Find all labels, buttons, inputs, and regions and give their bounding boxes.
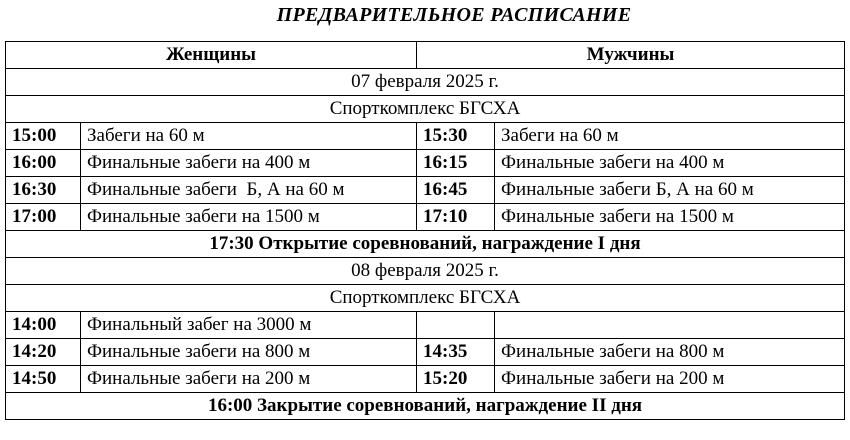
day2-ceremony-row xyxy=(6,393,845,420)
men-time xyxy=(417,312,495,339)
women-event: Финальные забеги на 400 м xyxy=(81,150,417,177)
day1-ceremony: 17:30 Открытие соревнований, награждение I дня xyxy=(6,231,845,258)
women-event: Финальные забеги на 800 м xyxy=(81,339,417,366)
table-row xyxy=(6,123,845,150)
day2-venue: Спорткомплекс БГСХА xyxy=(6,285,845,312)
women-header: Женщины xyxy=(6,42,417,69)
women-time: 15:00 xyxy=(6,123,81,150)
table-row xyxy=(6,312,845,339)
day1-ceremony-row xyxy=(6,231,845,258)
men-time: 15:20 xyxy=(417,366,495,393)
women-event: Финальные забеги Б, А на 60 м xyxy=(81,177,417,204)
day1-date-row xyxy=(6,69,845,96)
table-row xyxy=(6,150,845,177)
women-time: 17:00 xyxy=(6,204,81,231)
men-event: Финальные забеги на 400 м xyxy=(495,150,845,177)
women-time: 14:50 xyxy=(6,366,81,393)
women-event: Финальные забеги на 200 м xyxy=(81,366,417,393)
day1-venue: Спорткомплекс БГСХА xyxy=(6,96,845,123)
women-event: Финальные забеги на 1500 м xyxy=(81,204,417,231)
men-event: Финальные забеги Б, А на 60 м xyxy=(495,177,845,204)
day2-venue-row xyxy=(6,285,845,312)
day1-date: 07 февраля 2025 г. xyxy=(6,69,845,96)
men-time: 16:15 xyxy=(417,150,495,177)
day2-ceremony: 16:00 Закрытие соревнований, награждение II дня xyxy=(6,393,845,420)
women-time: 16:00 xyxy=(6,150,81,177)
day2-date: 08 февраля 2025 г. xyxy=(6,258,845,285)
women-time: 14:20 xyxy=(6,339,81,366)
women-event: Забеги на 60 м xyxy=(81,123,417,150)
day1-venue-row xyxy=(6,96,845,123)
men-event: Финальные забеги на 200 м xyxy=(495,366,845,393)
men-event: Финальные забеги на 800 м xyxy=(495,339,845,366)
table-row xyxy=(6,177,845,204)
women-time: 16:30 xyxy=(6,177,81,204)
table-row xyxy=(6,339,845,366)
men-time: 16:45 xyxy=(417,177,495,204)
header-row xyxy=(6,42,845,69)
men-event xyxy=(495,312,845,339)
men-time: 17:10 xyxy=(417,204,495,231)
day2-date-row xyxy=(6,258,845,285)
women-event: Финальный забег на 3000 м xyxy=(81,312,417,339)
table-row xyxy=(6,204,845,231)
men-event: Финальные забеги на 1500 м xyxy=(495,204,845,231)
women-time: 14:00 xyxy=(6,312,81,339)
men-time: 14:35 xyxy=(417,339,495,366)
men-event: Забеги на 60 м xyxy=(495,123,845,150)
schedule-table xyxy=(5,41,845,420)
men-time: 15:30 xyxy=(417,123,495,150)
page-title: ПРЕДВАРИТЕЛЬНОЕ РАСПИСАНИЕ xyxy=(276,4,632,26)
table-row xyxy=(6,366,845,393)
men-header: Мужчины xyxy=(417,42,845,69)
